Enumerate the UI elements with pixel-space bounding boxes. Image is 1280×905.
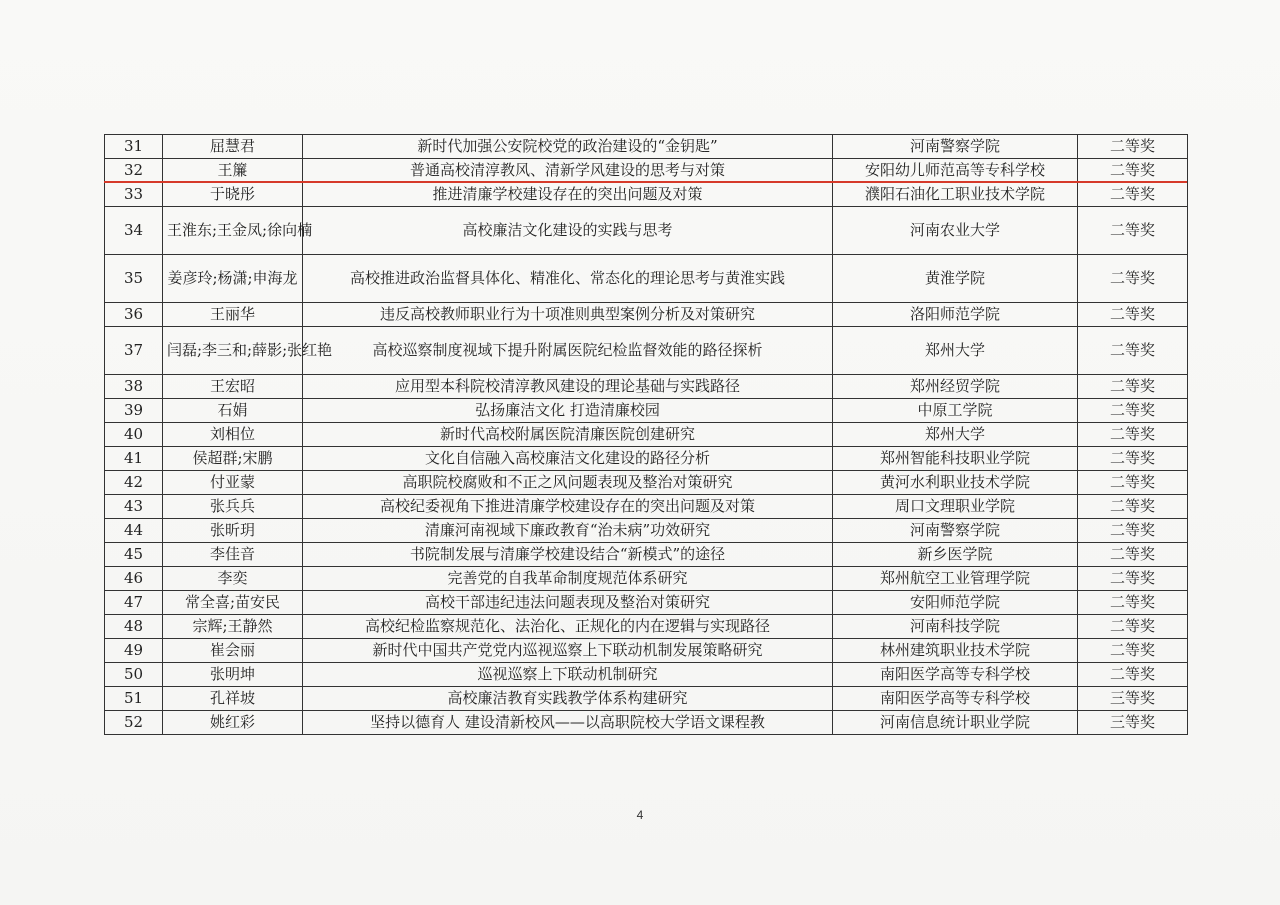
title-cell: 新时代中国共产党党内巡视巡察上下联动机制发展策略研究	[303, 639, 833, 663]
table-row	[105, 495, 1188, 519]
row-number: 42	[105, 471, 163, 495]
table-row	[105, 447, 1188, 471]
author-cell: 孔祥坡	[163, 687, 303, 711]
page-number: 4	[636, 808, 644, 822]
row-number: 52	[105, 711, 163, 735]
institution-cell: 河南信息统计职业学院	[833, 711, 1078, 735]
row-number: 35	[105, 255, 163, 303]
institution-cell: 周口文理职业学院	[833, 495, 1078, 519]
row-number: 32	[105, 159, 163, 183]
row-number: 38	[105, 375, 163, 399]
title-cell: 高校廉洁文化建设的实践与思考	[303, 207, 833, 255]
author-cell: 王宏昭	[163, 375, 303, 399]
title-cell: 高校纪委视角下推进清廉学校建设存在的突出问题及对策	[303, 495, 833, 519]
title-cell: 高职院校腐败和不正之风问题表现及整治对策研究	[303, 471, 833, 495]
author-cell: 闫磊;李三和;薛影;张红艳	[163, 327, 303, 375]
title-cell: 高校干部违纪违法问题表现及整治对策研究	[303, 591, 833, 615]
row-number: 37	[105, 327, 163, 375]
row-number: 43	[105, 495, 163, 519]
title-cell: 违反高校教师职业行为十项准则典型案例分析及对策研究	[303, 303, 833, 327]
title-cell: 应用型本科院校清淳教风建设的理论基础与实践路径	[303, 375, 833, 399]
table-row	[105, 303, 1188, 327]
award-cell: 二等奖	[1078, 375, 1188, 399]
title-cell: 清廉河南视域下廉政教育“治未病”功效研究	[303, 519, 833, 543]
award-cell: 二等奖	[1078, 567, 1188, 591]
award-cell: 二等奖	[1078, 447, 1188, 471]
institution-cell: 新乡医学院	[833, 543, 1078, 567]
award-cell: 二等奖	[1078, 543, 1188, 567]
row-number: 33	[105, 183, 163, 207]
award-cell: 二等奖	[1078, 303, 1188, 327]
author-cell: 付亚蒙	[163, 471, 303, 495]
institution-cell: 河南警察学院	[833, 519, 1078, 543]
table-row	[105, 639, 1188, 663]
award-cell: 二等奖	[1078, 399, 1188, 423]
table-row	[105, 423, 1188, 447]
award-cell: 二等奖	[1078, 255, 1188, 303]
row-number: 45	[105, 543, 163, 567]
table-row	[105, 399, 1188, 423]
author-cell: 常全喜;苗安民	[163, 591, 303, 615]
institution-cell: 河南警察学院	[833, 135, 1078, 159]
title-cell: 坚持以德育人 建设清新校风——以高职院校大学语文课程教	[303, 711, 833, 735]
author-cell: 王簾	[163, 159, 303, 183]
author-cell: 张兵兵	[163, 495, 303, 519]
table-row	[105, 615, 1188, 639]
row-number: 46	[105, 567, 163, 591]
institution-cell: 黄河水利职业技术学院	[833, 471, 1078, 495]
highlight-underline	[104, 181, 1187, 183]
title-cell: 新时代高校附属医院清廉医院创建研究	[303, 423, 833, 447]
author-cell: 石娟	[163, 399, 303, 423]
title-cell: 普通高校清淳教风、清新学风建设的思考与对策	[303, 159, 833, 183]
title-cell: 完善党的自我革命制度规范体系研究	[303, 567, 833, 591]
author-cell: 李佳音	[163, 543, 303, 567]
title-cell: 弘扬廉洁文化 打造清廉校园	[303, 399, 833, 423]
row-number: 34	[105, 207, 163, 255]
table-row	[105, 327, 1188, 375]
table-row	[105, 375, 1188, 399]
institution-cell: 洛阳师范学院	[833, 303, 1078, 327]
title-cell: 文化自信融入高校廉洁文化建设的路径分析	[303, 447, 833, 471]
award-cell: 二等奖	[1078, 159, 1188, 183]
title-cell: 高校推进政治监督具体化、精准化、常态化的理论思考与黄淮实践	[303, 255, 833, 303]
row-number: 51	[105, 687, 163, 711]
institution-cell: 濮阳石油化工职业技术学院	[833, 183, 1078, 207]
row-number: 44	[105, 519, 163, 543]
institution-cell: 河南科技学院	[833, 615, 1078, 639]
table-row	[105, 687, 1188, 711]
table-row	[105, 567, 1188, 591]
row-number: 50	[105, 663, 163, 687]
award-cell: 二等奖	[1078, 639, 1188, 663]
title-cell: 推进清廉学校建设存在的突出问题及对策	[303, 183, 833, 207]
title-cell: 新时代加强公安院校党的政治建设的“金钥匙”	[303, 135, 833, 159]
author-cell: 宗辉;王静然	[163, 615, 303, 639]
award-cell: 二等奖	[1078, 183, 1188, 207]
award-cell: 二等奖	[1078, 207, 1188, 255]
author-cell: 侯超群;宋鹏	[163, 447, 303, 471]
table-row	[105, 255, 1188, 303]
awards-table-body	[105, 135, 1188, 735]
institution-cell: 林州建筑职业技术学院	[833, 639, 1078, 663]
award-cell: 二等奖	[1078, 519, 1188, 543]
award-cell: 三等奖	[1078, 711, 1188, 735]
row-number: 41	[105, 447, 163, 471]
table-row	[105, 519, 1188, 543]
table-row	[105, 471, 1188, 495]
author-cell: 王丽华	[163, 303, 303, 327]
table-row	[105, 207, 1188, 255]
institution-cell: 中原工学院	[833, 399, 1078, 423]
row-number: 40	[105, 423, 163, 447]
award-cell: 二等奖	[1078, 471, 1188, 495]
institution-cell: 郑州大学	[833, 327, 1078, 375]
table-row	[105, 183, 1188, 207]
author-cell: 张昕玥	[163, 519, 303, 543]
table-row	[105, 159, 1188, 183]
row-number: 47	[105, 591, 163, 615]
award-cell: 三等奖	[1078, 687, 1188, 711]
row-number: 48	[105, 615, 163, 639]
author-cell: 屈慧君	[163, 135, 303, 159]
title-cell: 高校巡察制度视域下提升附属医院纪检监督效能的路径探析	[303, 327, 833, 375]
table-row	[105, 663, 1188, 687]
table-row	[105, 543, 1188, 567]
title-cell: 高校纪检监察规范化、法治化、正规化的内在逻辑与实现路径	[303, 615, 833, 639]
row-number: 31	[105, 135, 163, 159]
author-cell: 刘相位	[163, 423, 303, 447]
institution-cell: 郑州智能科技职业学院	[833, 447, 1078, 471]
title-cell: 巡视巡察上下联动机制研究	[303, 663, 833, 687]
institution-cell: 河南农业大学	[833, 207, 1078, 255]
award-cell: 二等奖	[1078, 423, 1188, 447]
title-cell: 高校廉洁教育实践教学体系构建研究	[303, 687, 833, 711]
title-cell: 书院制发展与清廉学校建设结合“新模式”的途径	[303, 543, 833, 567]
author-cell: 王淮东;王金凤;徐向楠	[163, 207, 303, 255]
institution-cell: 郑州航空工业管理学院	[833, 567, 1078, 591]
author-cell: 姜彦玲;杨潇;申海龙	[163, 255, 303, 303]
institution-cell: 郑州大学	[833, 423, 1078, 447]
awards-table	[104, 134, 1188, 735]
author-cell: 崔会丽	[163, 639, 303, 663]
institution-cell: 安阳幼儿师范高等专科学校	[833, 159, 1078, 183]
award-cell: 二等奖	[1078, 663, 1188, 687]
institution-cell: 郑州经贸学院	[833, 375, 1078, 399]
award-cell: 二等奖	[1078, 615, 1188, 639]
award-cell: 二等奖	[1078, 495, 1188, 519]
row-number: 39	[105, 399, 163, 423]
row-number: 36	[105, 303, 163, 327]
author-cell: 于晓彤	[163, 183, 303, 207]
author-cell: 张明坤	[163, 663, 303, 687]
table-row	[105, 135, 1188, 159]
author-cell: 姚红彩	[163, 711, 303, 735]
institution-cell: 安阳师范学院	[833, 591, 1078, 615]
award-cell: 二等奖	[1078, 135, 1188, 159]
institution-cell: 南阳医学高等专科学校	[833, 687, 1078, 711]
award-cell: 二等奖	[1078, 327, 1188, 375]
table-row	[105, 591, 1188, 615]
institution-cell: 南阳医学高等专科学校	[833, 663, 1078, 687]
row-number: 49	[105, 639, 163, 663]
award-cell: 二等奖	[1078, 591, 1188, 615]
institution-cell: 黄淮学院	[833, 255, 1078, 303]
author-cell: 李奕	[163, 567, 303, 591]
table-row	[105, 711, 1188, 735]
